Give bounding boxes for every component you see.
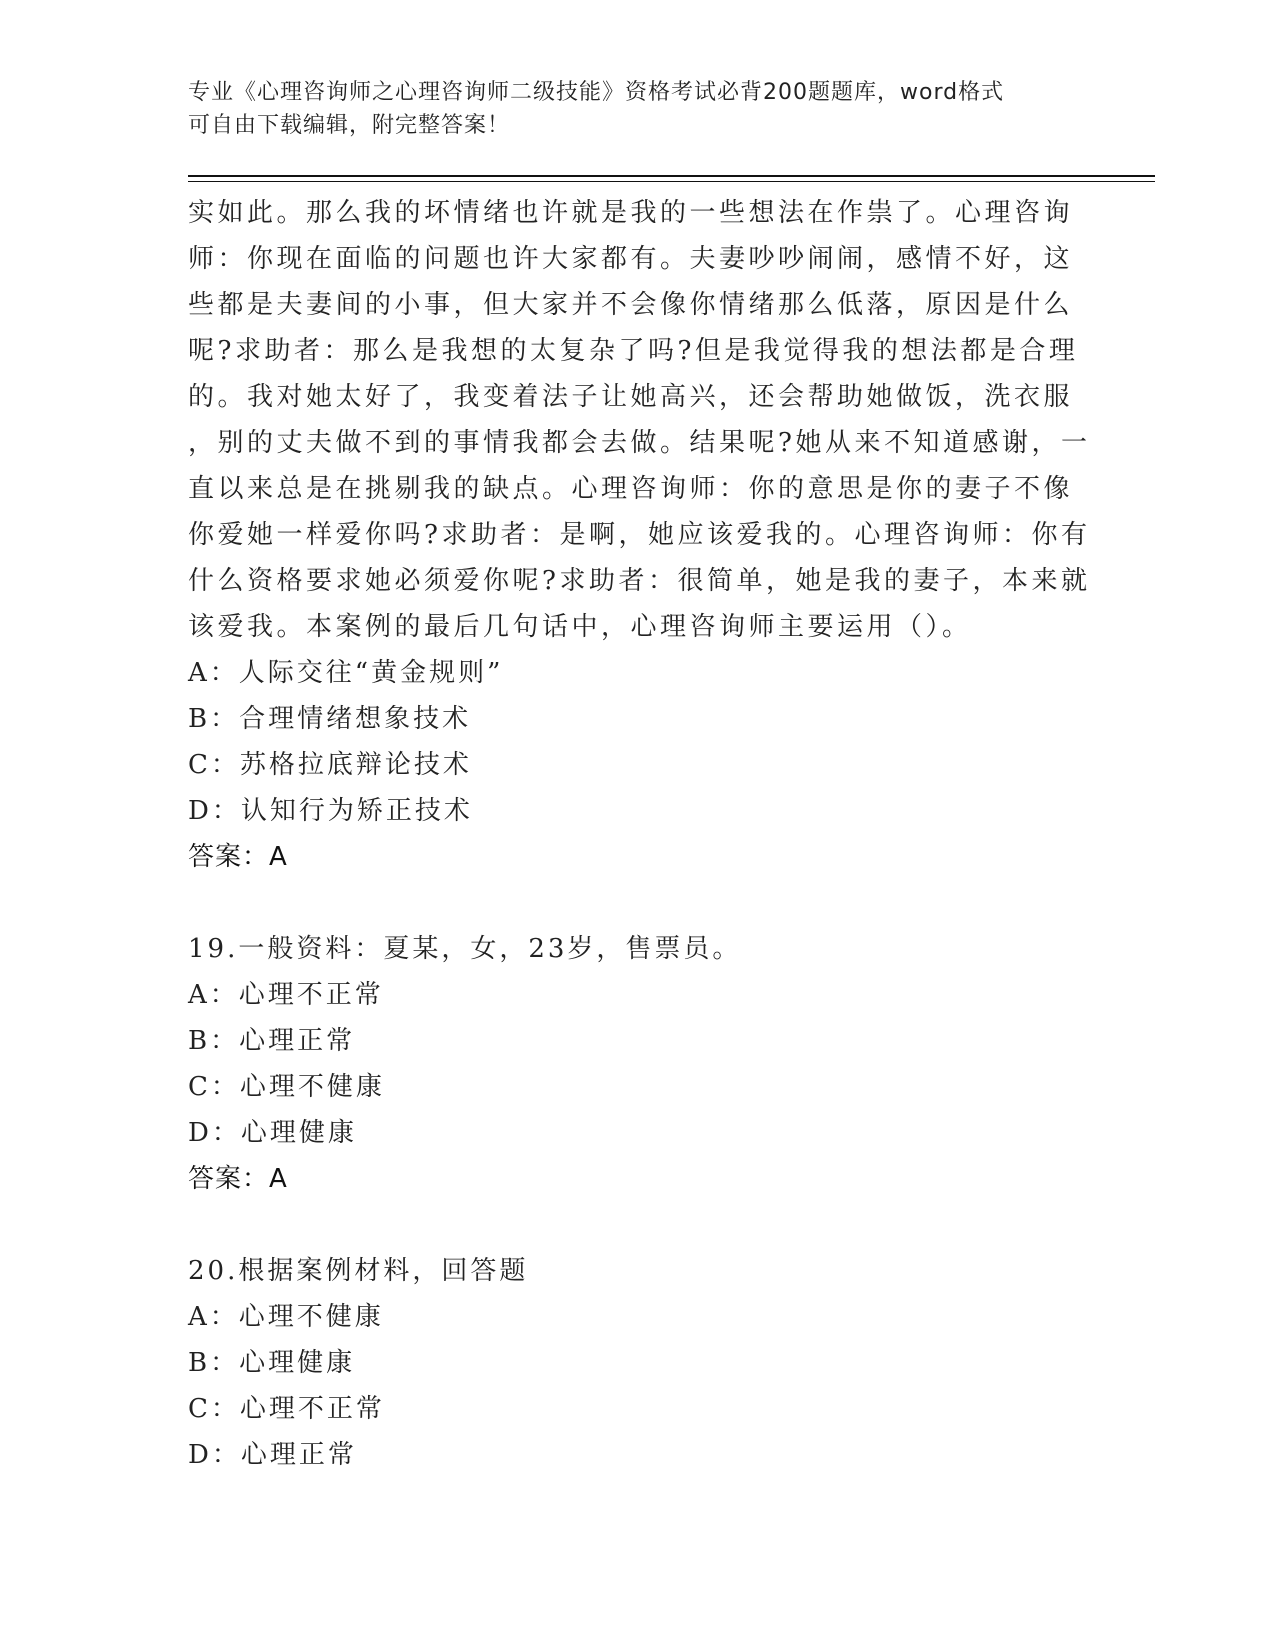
answer-line: 答案：A	[188, 1164, 288, 1194]
stem-line: 你爱她一样爱你吗?求助者：是啊，她应该爱我的。心理咨询师：你有	[188, 520, 1091, 550]
question-18	[188, 190, 1091, 880]
question-spacer	[188, 880, 1088, 926]
answer-line: 答案：A	[188, 842, 288, 872]
header-title-line-2: 可自由下载编辑，附完整答案！	[188, 113, 511, 138]
question-title: 19.一般资料：夏某，女，23岁，售票员。	[188, 934, 742, 964]
stem-line: 该爱我。本案例的最后几句话中，心理咨询师主要运用（）。	[188, 612, 972, 642]
question-title: 20.根据案例材料，回答题	[188, 1256, 529, 1286]
option-a: A：人际交往“黄金规则”	[188, 658, 504, 688]
option-d: D：心理正常	[188, 1440, 357, 1470]
option-b: B：合理情绪想象技术	[188, 704, 472, 734]
option-d: D：心理健康	[188, 1118, 357, 1148]
stem-line: ，别的丈夫做不到的事情我都会去做。结果呢?她从来不知道感谢，一	[188, 428, 1091, 458]
option-b: B：心理正常	[188, 1026, 356, 1056]
option-a: A：心理不健康	[188, 1302, 384, 1332]
stem-line: 实如此。那么我的坏情绪也许就是我的一些想法在作祟了。心理咨询	[188, 198, 1074, 228]
option-a: A：心理不正常	[188, 980, 384, 1010]
stem-line: 呢?求助者：那么是我想的太复杂了吗?但是我觉得我的想法都是合理	[188, 336, 1079, 366]
stem-line: 些都是夫妻间的小事，但大家并不会像你情绪那么低落，原因是什么	[188, 290, 1074, 320]
stem-line: 直以来总是在挑剔我的缺点。心理咨询师：你的意思是你的妻子不像	[188, 474, 1074, 504]
option-c: C：心理不正常	[188, 1394, 385, 1424]
question-stem	[188, 190, 1091, 650]
stem-line: 师：你现在面临的问题也许大家都有。夫妻吵吵闹闹，感情不好，这	[188, 244, 1074, 274]
question-19	[188, 926, 1088, 1202]
header-rule-thick	[188, 175, 1155, 177]
question-20	[188, 1248, 1088, 1478]
header-rule-thin	[188, 181, 1155, 182]
stem-line: 什么资格要求她必须爱你呢?求助者：很简单，她是我的妻子，本来就	[188, 566, 1091, 596]
document-header	[188, 76, 1088, 142]
option-b: B：心理健康	[188, 1348, 356, 1378]
option-c: C：苏格拉底辩论技术	[188, 750, 472, 780]
option-c: C：心理不健康	[188, 1072, 385, 1102]
stem-line: 的。我对她太好了，我变着法子让她高兴，还会帮助她做饭，洗衣服	[188, 382, 1074, 412]
header-title-line-1: 专业《心理咨询师之心理咨询师二级技能》资格考试必背200题题库，word格式	[188, 80, 1005, 105]
option-d: D：认知行为矫正技术	[188, 796, 473, 826]
document-body	[188, 190, 1091, 1478]
question-spacer	[188, 1202, 1088, 1248]
